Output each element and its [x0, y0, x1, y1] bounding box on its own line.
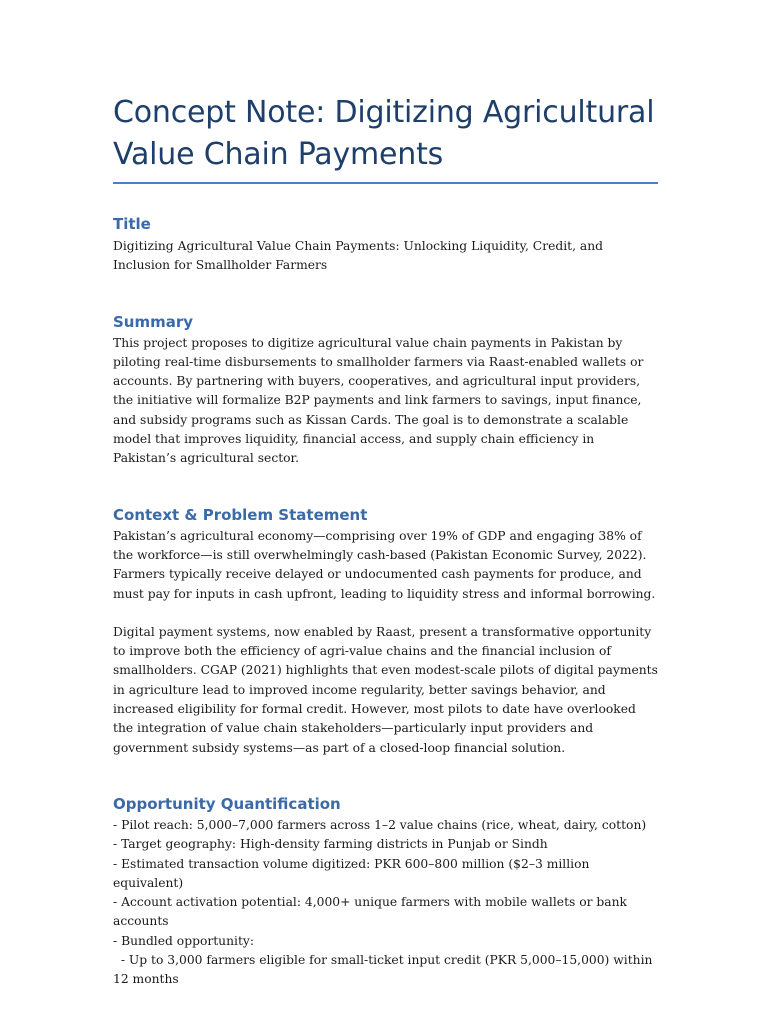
section-heading-opportunity: Opportunity Quantification [113, 794, 341, 813]
context-paragraph-1: Pakistan’s agricultural economy—comprising over 19% of GDP and engaging 38% of the workforce—is still overwhelmingly cash-based (Pakistan Economic Survey, 2022). Farmers typically receive delayed or undocumented cash payments for produce, and must pay for inputs in cash upfront, leading to liquidity stress and informal borrowing. [113, 528, 656, 601]
context-paragraph-2: Digital payment systems, now enabled by Raast, present a transformative opportunity to improve both the efficiency of agri-value chains and the financial inclusion of smallholders. CGAP (2021) highlights that even modest-scale pilots of digital payments in agriculture lead to improved income regularity, better savings behavior, and increased eligibility for formal credit. However, most pilots to date have overlooked the integration of value chain stakeholders—particularly input providers and government subsidy systems—as part of a closed-loop financial solution. [113, 624, 658, 755]
section-heading-summary: Summary [113, 312, 194, 331]
section-heading-context: Context & Problem Statement [113, 505, 368, 524]
list-item: - Target geography: High-density farming districts in Punjab or Sindh [113, 837, 548, 852]
section-title [113, 214, 658, 276]
list-item: - Up to 3,000 farmers eligible for small-ticket input credit (PKR 5,000–15,000) within 12 months [113, 953, 657, 987]
document-title: Concept Note: Digitizing Agricultural Value Chain Payments [113, 95, 655, 172]
document-page [113, 92, 658, 990]
section-summary [113, 312, 658, 469]
section-opportunity [113, 794, 658, 990]
title-text: Digitizing Agricultural Value Chain Payments: Unlocking Liquidity, Credit, and Inclusion for Smallholder Farmers [113, 239, 604, 273]
list-item: - Estimated transaction volume digitized: PKR 600–800 million ($2–3 million equivalent) [113, 856, 594, 890]
list-item: - Bundled opportunity: [113, 933, 254, 948]
list-item: - Account activation potential: 4,000+ unique farmers with mobile wallets or bank accounts [113, 895, 631, 929]
section-context [113, 505, 658, 758]
title-divider [113, 182, 658, 184]
list-item: - Pilot reach: 5,000–7,000 farmers across 1–2 value chains (rice, wheat, dairy, cotton) [113, 817, 647, 832]
section-heading-title: Title [113, 215, 151, 233]
summary-text: This project proposes to digitize agricultural value chain payments in Pakistan by piloting real-time disbursements to smallholder farmers via Raast-enabled wallets or accounts. By partnering with buyers, cooperatives, and agricultural input providers, the initiative will formalize B2P payments and link farmers to savings, input finance, and subsidy programs such as Kissan Cards. The goal is to demonstrate a scalable model that improves liquidity, financial access, and supply chain efficiency in Pakistan’s agricultural sector. [113, 335, 644, 466]
